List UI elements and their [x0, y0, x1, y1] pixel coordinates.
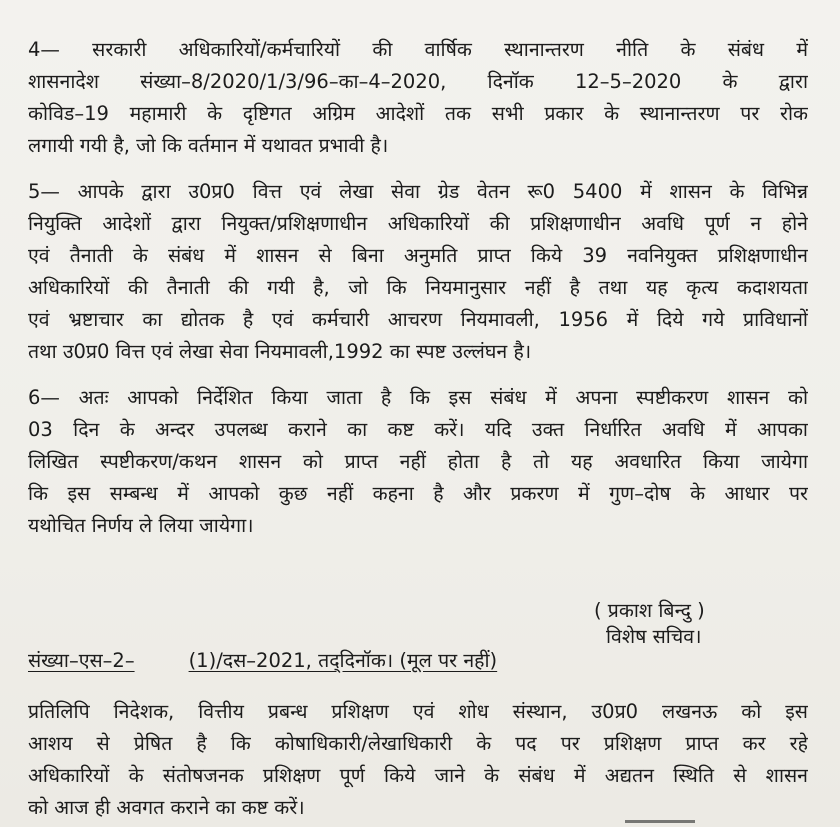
paragraph-line: अधिकारियों की तैनाती की गयी है, जो कि नियमानुसार नहीं है तथा यह कृत्य कदाशयता	[28, 276, 808, 299]
paragraph-line: 5— आपके द्वारा उ0प्र0 वित्त एवं लेखा सेवा ग्रेड वेतन रू0 5400 में शासन के विभिन्न	[28, 180, 808, 203]
paragraph-line: 03 दिन के अन्दर उपलब्ध कराने का कष्ट करें। यदि उक्त निर्धारित अवधि में आपका	[28, 418, 808, 441]
reference-line	[28, 646, 608, 676]
paragraph-line: प्रतिलिपि निदेशक, वित्तीय प्रबन्ध प्रशिक्षण एवं शोध संस्थान, उ0प्र0 लखनऊ को इस	[28, 700, 808, 723]
paragraph-line: को आज ही अवगत कराने का कष्ट करें।	[28, 796, 305, 819]
signatory-designation: विशेष सचिव।	[606, 625, 702, 648]
paragraph-4	[28, 34, 808, 162]
paragraph-line: लिखित स्पष्टीकरण/कथन शासन को प्राप्त नहीं होता है तो यह अवधारित किया जायेगा	[28, 450, 808, 473]
reference-number: संख्या–एस–2–	[28, 649, 135, 672]
paragraph-line: 4— सरकारी अधिकारियों/कर्मचारियों की वार्षिक स्थानान्तरण नीति के संबंध में	[28, 38, 808, 61]
paragraph-line: आशय से प्रेषित है कि कोषाधिकारी/लेखाधिकारी के पद पर प्रशिक्षण प्राप्त कर रहे	[28, 732, 808, 755]
paragraph-line: तथा उ0प्र0 वित्त एवं लेखा सेवा नियमावली,1992 का स्पष्ट उल्लंघन है।	[28, 340, 532, 363]
paragraph-5	[28, 176, 808, 368]
copy-to-paragraph	[28, 696, 808, 824]
paragraph-line: एवं भ्रष्टाचार का द्योतक है एवं कर्मचारी आचरण नियमावली, 1956 में दिये गये प्राविधानों	[28, 308, 808, 331]
paragraph-6	[28, 382, 808, 542]
paragraph-line: अधिकारियों के संतोषजनक प्रशिक्षण पूर्ण किये जाने के संबंध में अद्यतन स्थिति से शासन	[28, 764, 808, 787]
paragraph-line: नियुक्ति आदेशों द्वारा नियुक्त/प्रशिक्षणाधीन अधिकारियों की प्रशिक्षणाधीन अवधि पूर्ण न होने	[28, 212, 808, 235]
signatory-name: ( प्रकाश बिन्दु )	[594, 599, 705, 622]
paragraph-line: कि इस सम्बन्ध में आपको कुछ नहीं कहना है और प्रकरण में गुण–दोष के आधार पर	[28, 482, 808, 505]
reference-detail: (1)/दस–2021, तद्‌दिनॉक। (मूल पर नहीं)	[188, 649, 498, 672]
paragraph-line: यथोचित निर्णय ले लिया जायेगा।	[28, 514, 254, 537]
paragraph-line: कोविड–19 महामारी के दृष्टिगत अग्रिम आदेशों तक सभी प्रकार के स्थानान्तरण पर रोक	[28, 102, 808, 125]
paragraph-line: 6— अतः आपको निर्देशित किया जाता है कि इस संबंध में अपना स्पष्टीकरण शासन को	[28, 386, 808, 409]
paragraph-line: शासनादेश संख्या–8/2020/1/3/96–का–4–2020, दिनॉक 12–5–2020 के द्वारा	[28, 70, 808, 93]
paragraph-line: एवं तैनाती के संबंध में शासन से बिना अनुमति प्राप्त किये 39 नवनियुक्त प्रशिक्षणाधीन	[28, 244, 808, 267]
cut-off-text-mark	[625, 820, 695, 823]
paragraph-line: लगायी गयी है, जो कि वर्तमान में यथावत प्रभावी है।	[28, 134, 389, 157]
